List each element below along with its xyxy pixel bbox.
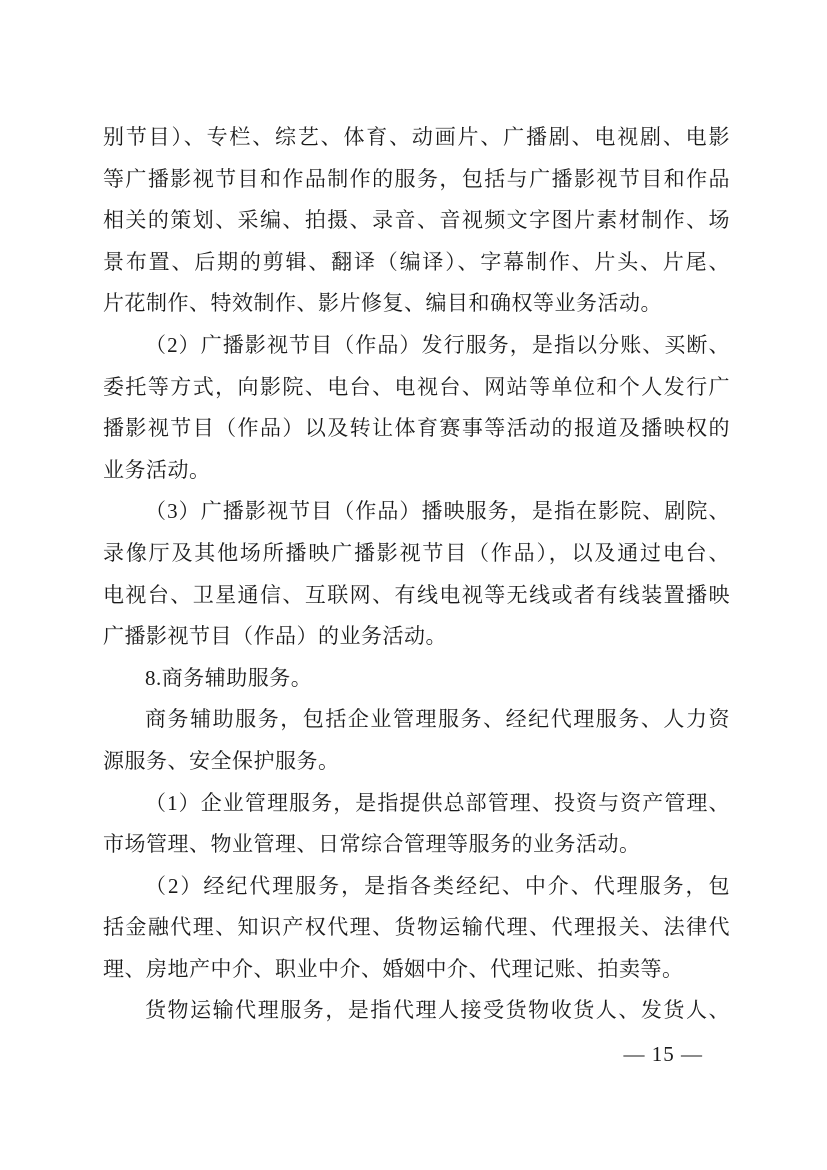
text-line: （2）经纪代理服务，是指各类经纪、中介、代理服务，包 — [145, 873, 730, 898]
paragraph-heading-business-auxiliary — [103, 658, 730, 700]
text-line: 景布置、后期的剪辑、翻译（编译）、字幕制作、片头、片尾、 — [103, 249, 730, 274]
text-line: 播影视节目（作品）以及转让体育赛事等活动的报道及播映权的 — [103, 416, 730, 441]
text-line: 源服务、安全保护服务。 — [103, 748, 340, 773]
text-line: 商务辅助服务，包括企业管理服务、经纪代理服务、人力资 — [145, 707, 730, 732]
text-line: 片花制作、特效制作、影片修复、编目和确权等业务活动。 — [103, 291, 662, 316]
text-line: 相关的策划、采编、拍摄、录音、音视频文字图片素材制作、场 — [103, 208, 730, 233]
body-text — [103, 117, 730, 1032]
text-line: 理、房地产中介、职业中介、婚姻中介、代理记账、拍卖等。 — [103, 956, 684, 981]
paragraph-broadcasting-services — [103, 491, 730, 657]
text-line: 8.商务辅助服务。 — [145, 665, 313, 690]
paragraph-production-services — [103, 117, 730, 325]
text-line: 货物运输代理服务，是指代理人接受货物收货人、发货人、 — [145, 998, 730, 1023]
paragraph-business-auxiliary-overview — [103, 699, 730, 782]
text-line: 委托等方式，向影院、电台、电视台、网站等单位和个人发行广 — [103, 374, 730, 399]
text-line: 电视台、卫星通信、互联网、有线电视等无线或者有线装置播映 — [103, 582, 730, 607]
paragraph-distribution-services — [103, 325, 730, 491]
paragraph-brokerage-agency — [103, 866, 730, 991]
text-line: （1）企业管理服务，是指提供总部管理、投资与资产管理、 — [145, 790, 730, 815]
text-line: 别节目）、专栏、综艺、体育、动画片、广播剧、电视剧、电影 — [103, 125, 730, 149]
text-line: （3）广播影视节目（作品）播映服务，是指在影院、剧院、 — [145, 499, 730, 524]
page-number — [103, 1040, 703, 1068]
text-line: 括金融代理、知识产权代理、货物运输代理、代理报关、法律代 — [103, 915, 730, 940]
text-line: 业务活动。 — [103, 457, 211, 482]
paragraph-freight-forwarding — [103, 990, 730, 1032]
text-line: 等广播影视节目和作品制作的服务，包括与广播影视节目和作品 — [103, 166, 730, 191]
text-line: 市场管理、物业管理、日常综合管理等服务的业务活动。 — [103, 832, 641, 857]
paragraph-enterprise-management — [103, 783, 730, 866]
page-number-label: — 15 — — [623, 1042, 703, 1066]
text-line: 录像厅及其他场所播映广播影视节目（作品），以及通过电台、 — [103, 540, 730, 565]
text-line: 广播影视节目（作品）的业务活动。 — [103, 624, 447, 649]
text-line: （2）广播影视节目（作品）发行服务，是指以分账、买断、 — [145, 332, 730, 357]
